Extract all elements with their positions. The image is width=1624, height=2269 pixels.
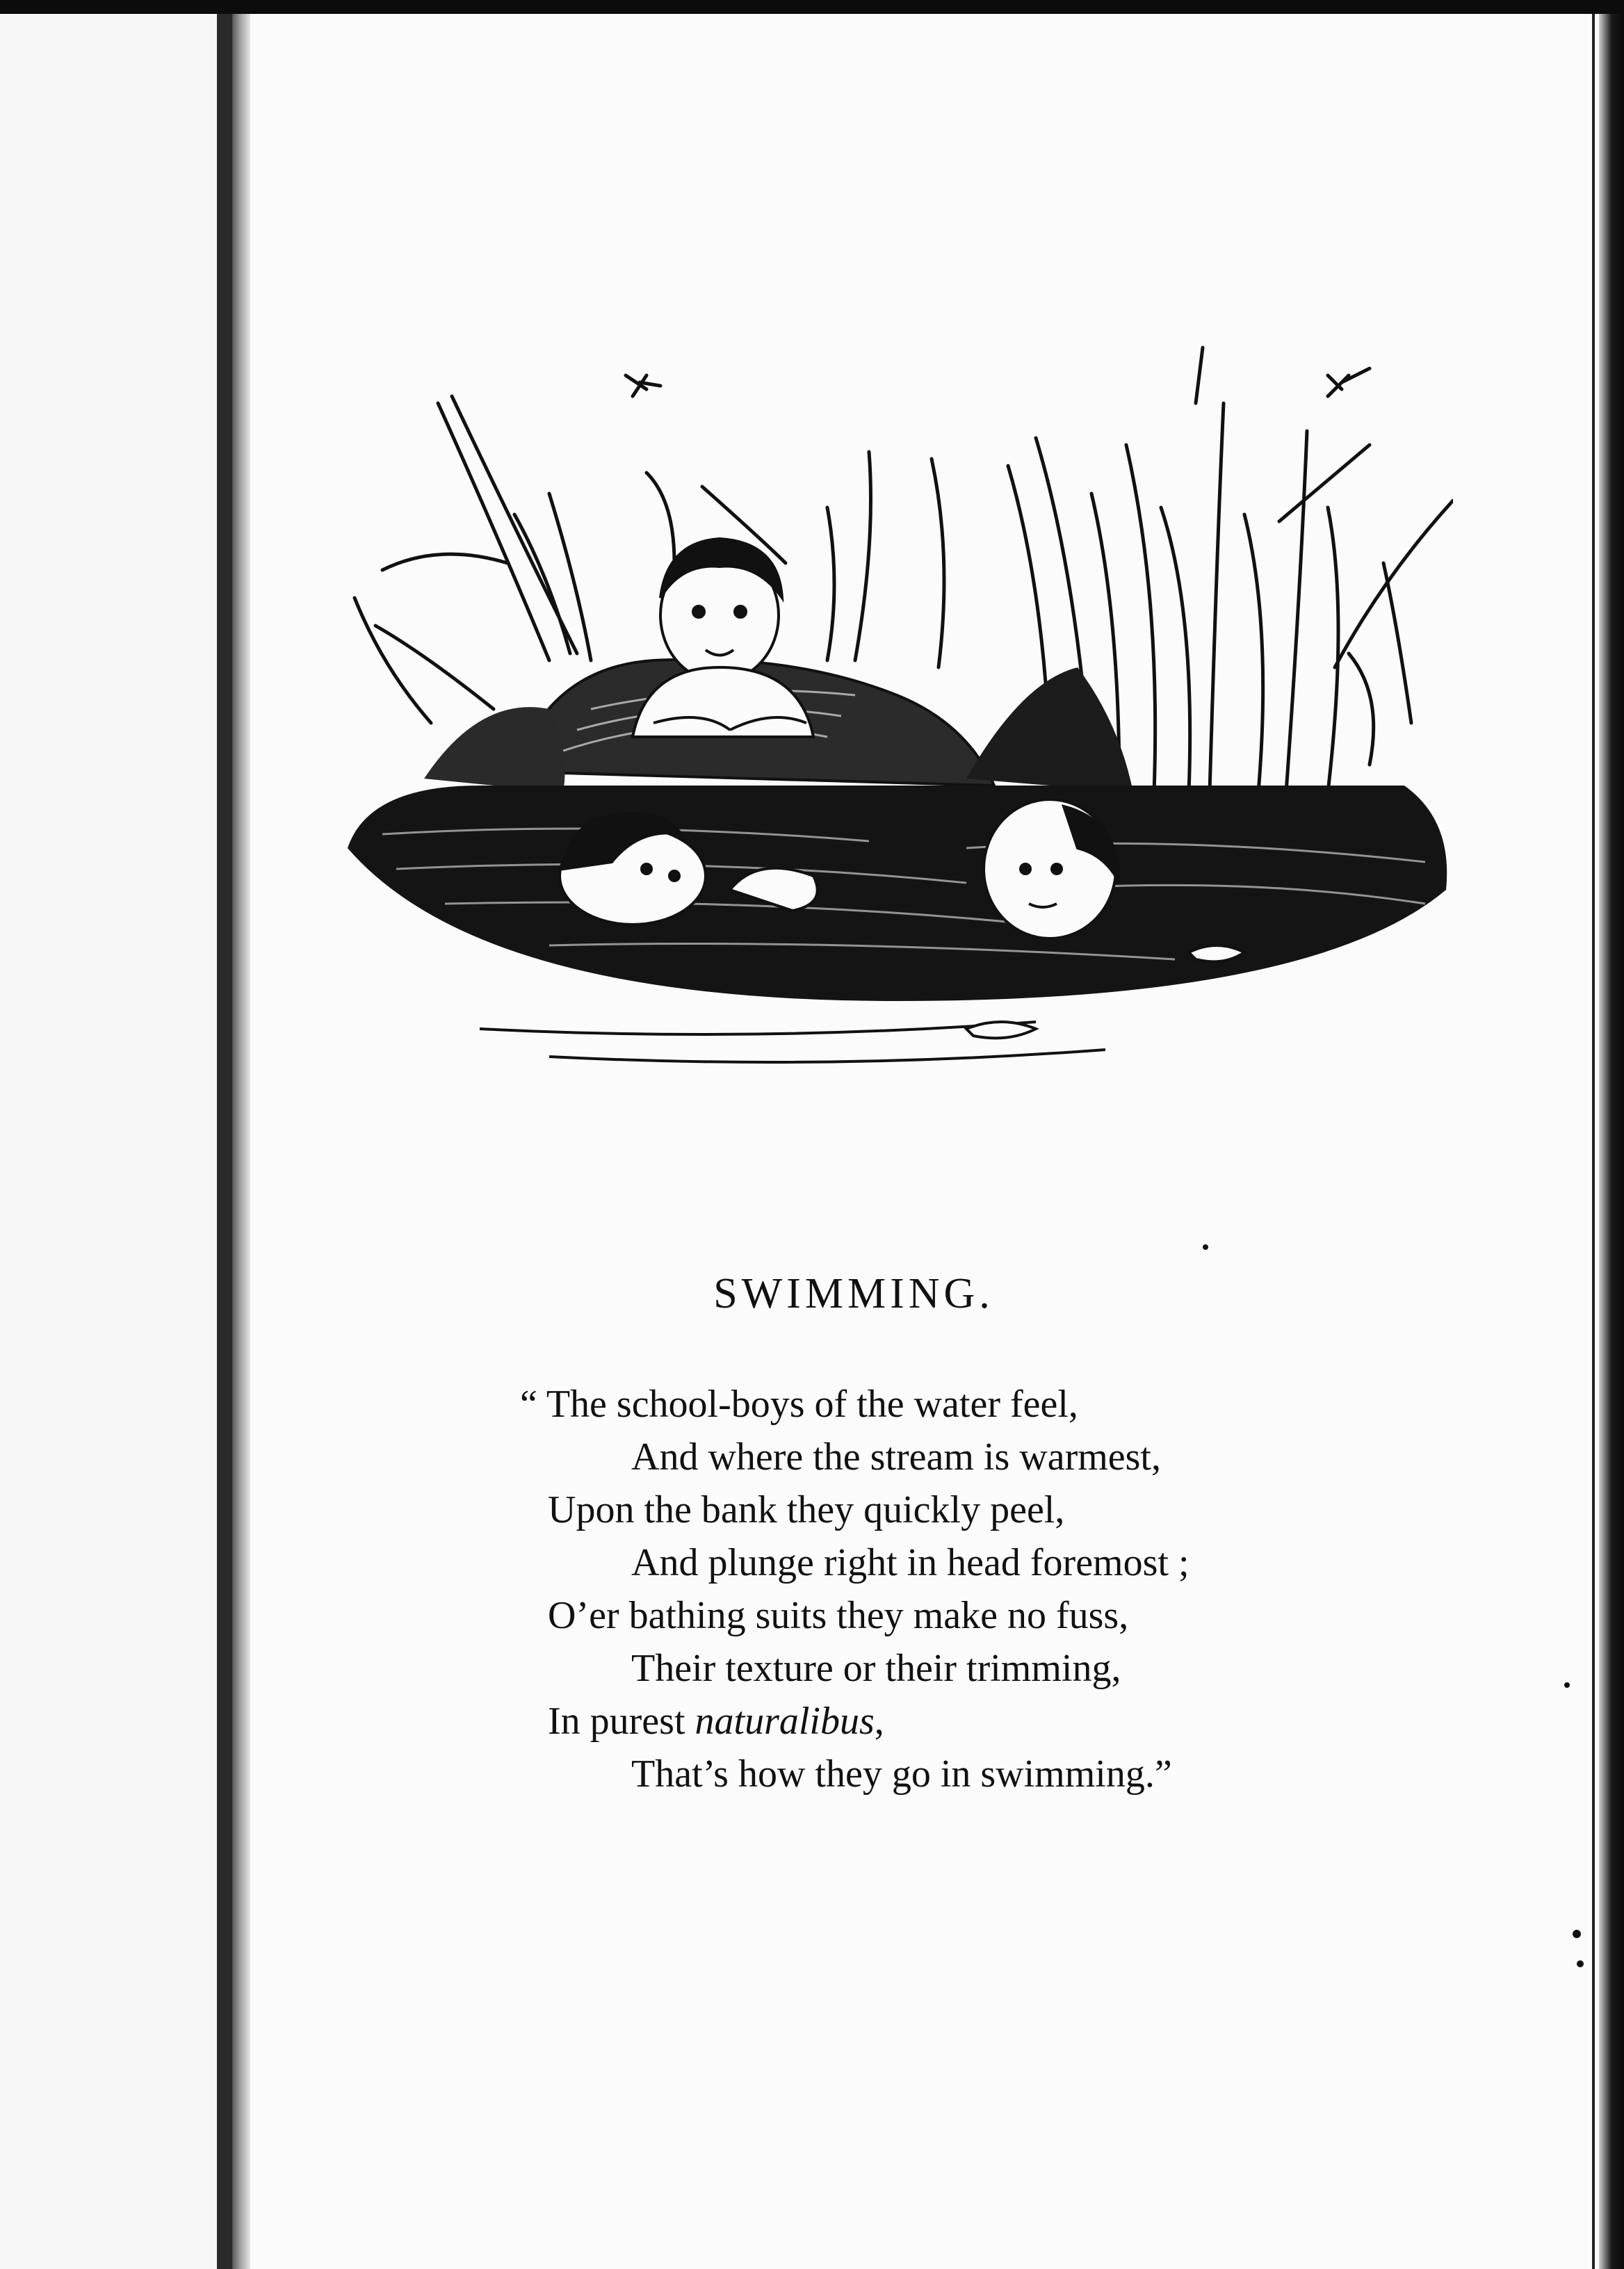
poem-title: SWIMMING. bbox=[713, 1270, 994, 1317]
reed bbox=[1286, 431, 1307, 792]
poem-italic-text: naturalibus bbox=[695, 1700, 875, 1743]
foliage bbox=[966, 667, 1133, 792]
reed bbox=[932, 459, 944, 667]
page-border-line bbox=[1592, 14, 1595, 2269]
reed bbox=[1244, 514, 1263, 792]
gutter-shadow bbox=[232, 14, 250, 2269]
reed bbox=[1126, 445, 1155, 792]
reed bbox=[375, 626, 494, 709]
foliage bbox=[424, 707, 565, 792]
swimming-illustration-icon bbox=[341, 334, 1453, 1168]
reed bbox=[382, 554, 508, 570]
reed bbox=[827, 507, 834, 660]
scan-speck bbox=[1577, 1960, 1584, 1967]
pond-water bbox=[348, 786, 1447, 1001]
reed bbox=[549, 494, 591, 660]
reed bbox=[1349, 653, 1374, 765]
scan-speck bbox=[1573, 1930, 1581, 1938]
poem-line bbox=[548, 1695, 1382, 1748]
right-scan-edge bbox=[1599, 14, 1624, 2269]
reed bbox=[1161, 507, 1190, 792]
poem-line: That’s how they go in swimming.” bbox=[631, 1752, 1172, 1796]
top-scan-edge bbox=[0, 0, 1624, 14]
reed-stalk bbox=[1196, 348, 1203, 403]
poem-text: In purest bbox=[548, 1700, 695, 1743]
facing-page-edge bbox=[0, 14, 217, 2269]
poem-line: “ The school-boys of the water feel, bbox=[520, 1383, 1078, 1426]
reed bbox=[355, 598, 431, 723]
scan-speck bbox=[1564, 1682, 1570, 1688]
reed bbox=[1210, 403, 1224, 792]
poem-line: Their texture or their trimming, bbox=[631, 1647, 1121, 1690]
poem-line: Upon the bank they quickly peel, bbox=[548, 1488, 1065, 1531]
reed-stalk bbox=[1279, 445, 1370, 521]
poem-body bbox=[520, 1378, 1382, 1800]
reed bbox=[1328, 507, 1338, 792]
reed bbox=[1335, 501, 1453, 667]
poem-line: And where the stream is warmest, bbox=[631, 1436, 1161, 1479]
reed bbox=[1383, 563, 1411, 723]
book-gutter bbox=[217, 14, 232, 2269]
poem-text: , bbox=[874, 1700, 884, 1743]
poem-line: O’er bathing suits they make no fuss, bbox=[548, 1594, 1129, 1637]
reed bbox=[438, 403, 549, 660]
child-on-bank bbox=[633, 539, 813, 737]
reed bbox=[647, 473, 674, 563]
reed bbox=[855, 452, 871, 660]
dragonfly bbox=[1328, 368, 1370, 396]
dragonfly bbox=[626, 375, 660, 396]
poem-line: And plunge right in head foremost ; bbox=[631, 1541, 1189, 1584]
scan-speck bbox=[1203, 1244, 1208, 1250]
